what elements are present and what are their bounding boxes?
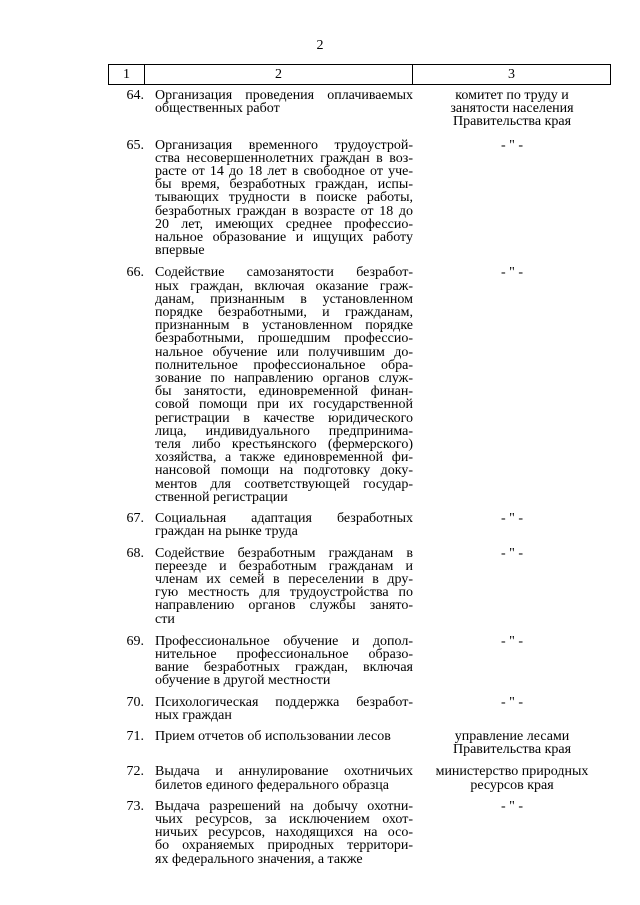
description-line: Выдача разрешений на добычу охотни- — [155, 798, 413, 814]
description-line: расте от 14 до 18 лет в свободное от уче- — [155, 164, 413, 180]
description-line: переезде и безработным гражданам и — [155, 558, 413, 574]
description-line: признанным в установленном порядке — [155, 318, 413, 334]
description-line: сти — [155, 611, 175, 627]
table-row — [108, 139, 611, 258]
description-line: ях федерального значения, а также — [155, 851, 363, 867]
description-line: Выдача и аннулирование охотничьих — [155, 764, 413, 780]
row-description — [155, 730, 413, 743]
description-line: членам их семей в переселении в дру- — [155, 571, 413, 587]
executor-line: ресурсов края — [470, 777, 554, 793]
row-executor — [413, 635, 611, 648]
description-line: нальное обучение или получившим до- — [155, 344, 413, 360]
description-line: хозяйства, а также единовременной фи- — [155, 450, 413, 466]
row-number: 69. — [126, 633, 144, 649]
description-line: бо охраняемых природных территори- — [155, 838, 413, 854]
row-executor — [413, 139, 611, 152]
row-executor — [413, 89, 611, 129]
table-header — [108, 64, 611, 85]
row-description — [155, 266, 413, 504]
table-row — [108, 696, 611, 722]
executor-line: управление лесами — [454, 728, 570, 744]
description-line: данам, признанным в установленном — [155, 291, 413, 307]
executor-line: Правительства края — [452, 114, 572, 130]
description-line: Прием отчетов об использовании лесов — [155, 728, 391, 744]
description-line: Профессиональное обучение и допол- — [155, 633, 413, 649]
description-line: нансовой помощи на подготовку доку- — [155, 463, 413, 479]
table-row — [108, 512, 611, 538]
executor-line: - " - — [500, 798, 524, 814]
table-row — [108, 635, 611, 688]
description-line: ных граждан — [155, 707, 232, 723]
description-line: бы время, безработных граждан, испы- — [155, 177, 413, 193]
row-executor — [413, 730, 611, 756]
description-line: полнительное профессиональное обра- — [155, 357, 413, 373]
row-description — [155, 89, 413, 115]
description-line: 20 лет, имеющих среднее профессио- — [155, 216, 413, 232]
table-row — [108, 89, 611, 129]
description-line: регистрации в качестве юридического — [155, 410, 413, 426]
row-executor — [413, 696, 611, 709]
row-number: 73. — [126, 798, 144, 814]
table-body — [108, 89, 611, 866]
description-line: бы занятости, единовременной финан- — [155, 384, 413, 400]
description-line: теля либо крестьянского (фермерского) — [155, 437, 413, 453]
description-line: Социальная адаптация безработных — [155, 511, 413, 527]
executor-line: - " - — [500, 694, 524, 710]
description-line: общественных работ — [155, 101, 280, 117]
header-col-description: 2 — [145, 65, 413, 84]
description-line: Психологическая поддержка безработ- — [155, 694, 413, 710]
row-description — [155, 547, 413, 626]
row-number: 71. — [126, 728, 144, 744]
description-line: ства несовершеннолетних граждан в воз- — [155, 150, 413, 166]
description-line: Организация проведения оплачиваемых — [155, 88, 413, 103]
row-description — [155, 139, 413, 258]
description-line: зование по направлению органов служ- — [155, 371, 413, 387]
description-line: ственной регистрации — [155, 489, 288, 505]
header-col-number: 1 — [109, 65, 145, 84]
description-line: ных граждан, включая оказание граж- — [155, 278, 413, 294]
description-line: порядке безработными, и гражданам, — [155, 305, 413, 321]
row-number: 64. — [126, 88, 144, 103]
description-line: чьих ресурсов, за исключением охот- — [155, 811, 413, 827]
description-line: вание безработных граждан, включая — [155, 660, 413, 676]
description-line: нальное образование и ищущих работу — [155, 230, 413, 246]
page-number: 2 — [316, 38, 324, 53]
executor-line: занятости населения — [450, 101, 574, 117]
row-number: 65. — [126, 137, 144, 153]
header-col-executor: 3 — [508, 67, 515, 82]
table-row — [108, 730, 611, 756]
description-line: билетов единого федерального образца — [155, 777, 389, 793]
description-line: безработных граждан в возрасте от 18 до — [155, 203, 413, 219]
row-description — [155, 512, 413, 538]
row-number: 70. — [126, 694, 144, 710]
table-row — [108, 800, 611, 866]
description-line: Организация временного трудоустрой- — [155, 137, 413, 153]
executor-line: - " - — [500, 633, 524, 649]
row-description — [155, 635, 413, 688]
description-line: обучение в другой местности — [155, 673, 331, 689]
executor-line: Правительства края — [452, 742, 572, 758]
row-number: 67. — [126, 511, 144, 527]
description-line: впервые — [155, 243, 205, 259]
description-line: ничьих ресурсов, находящихся на осо- — [155, 825, 413, 841]
description-line: ментов для соответствующей государ- — [155, 476, 413, 492]
table-row — [108, 765, 611, 791]
description-line: нительное профессиональное образо- — [155, 646, 413, 662]
description-line: Содействие самозанятости безработ- — [155, 265, 413, 281]
description-line: направлению органов службы занято- — [155, 598, 413, 614]
executor-line: - " - — [500, 545, 524, 561]
description-line: тывающих трудности в поиске работы, — [155, 190, 413, 206]
description-line: Содействие безработным гражданам в — [155, 545, 413, 561]
description-line: гую местность для трудоустройства по — [155, 585, 413, 601]
row-number: 68. — [126, 545, 144, 561]
row-executor — [413, 800, 611, 813]
row-number: 72. — [126, 764, 144, 780]
description-line: граждан на рынке труда — [155, 524, 298, 540]
row-description — [155, 765, 413, 791]
row-executor — [413, 765, 611, 791]
table-row — [108, 266, 611, 504]
description-line: лица, индивидуального предпринима- — [155, 423, 413, 439]
row-executor — [413, 266, 611, 279]
executor-line: - " - — [500, 265, 524, 281]
row-executor — [413, 547, 611, 560]
executor-line: комитет по труду и — [455, 88, 569, 103]
row-description — [155, 800, 413, 866]
description-line: безработными, прошедшим профессио- — [155, 331, 413, 347]
executor-line: - " - — [500, 511, 524, 527]
row-executor — [413, 512, 611, 525]
executor-line: министерство природных — [435, 764, 589, 780]
executor-line: - " - — [500, 137, 524, 153]
table-row — [108, 547, 611, 626]
description-line: совой помощи при их государственной — [155, 397, 413, 413]
row-number: 66. — [126, 265, 144, 281]
row-description — [155, 696, 413, 722]
